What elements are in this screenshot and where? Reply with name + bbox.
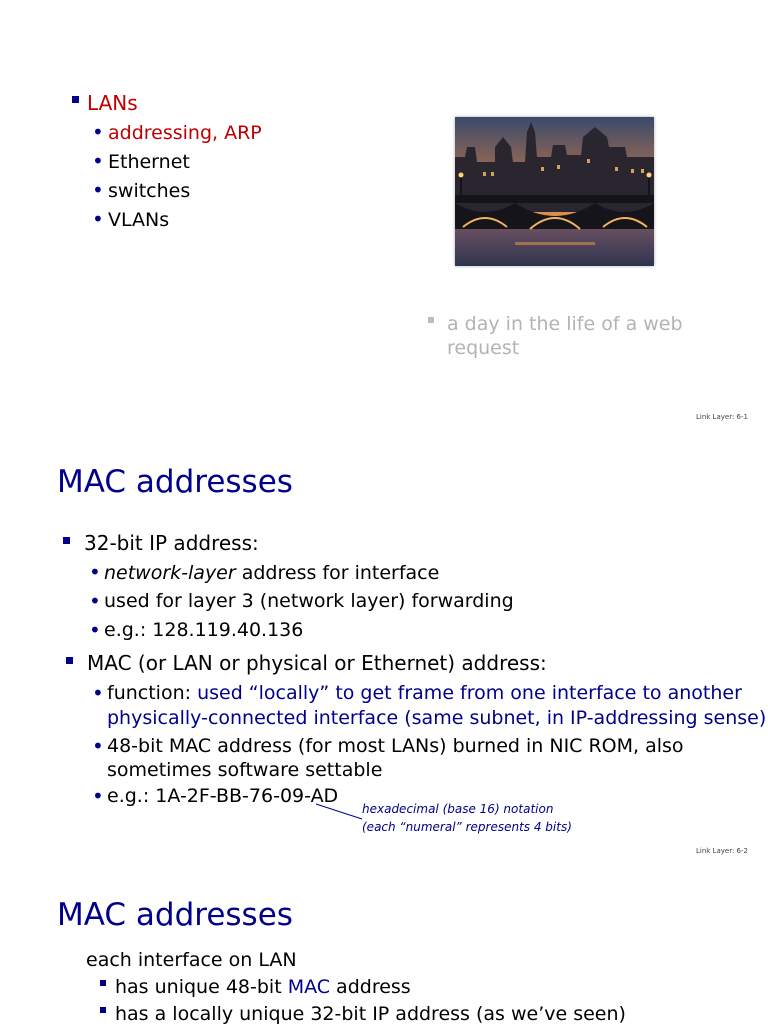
bullet-dot: • [92,178,104,202]
hex-note-line1: hexadecimal (base 16) notation [362,802,554,816]
sub-item-switches: switches [108,180,191,202]
bullet-dot: • [92,784,104,808]
bullet-dot: • [89,589,101,613]
slide-title: MAC addresses [57,897,293,933]
function-item-line1 [107,681,742,705]
unique-mac-item [115,975,411,999]
lans-item: LANs [87,91,138,115]
mac-48bit-line1: 48-bit MAC address (for most LANs) burned in NIC ROM, also [107,735,684,757]
paris-bridge-photo [455,117,654,266]
function-prefix: function: [107,682,198,704]
bullet-dot: • [89,560,101,584]
hex-note-line2: (each “numeral” represents 4 bits) [362,820,572,834]
unique-mac-suffix: address [330,976,411,998]
function-description: used “locally” to get frame from one interface to another [197,682,742,704]
bullet-square [100,980,106,986]
unique-ip-item: has a locally unique 32-bit IP address (as we’ve seen) [115,1003,626,1025]
intro-text: each interface on LAN [86,949,297,971]
bullet-square [72,96,79,103]
bullet-square [66,657,73,664]
mac-term: MAC [287,976,331,998]
layer3-item: used for layer 3 (network layer) forwarding [104,590,514,612]
bullet-square [428,317,434,323]
slide-number: Link Layer: 6-2 [696,847,748,855]
sub-item-vlans: VLANs [108,209,170,231]
bullet-dot: • [92,681,104,705]
ip-example-item: e.g.: 128.119.40.136 [104,619,304,641]
sub-item-addressing: addressing, ARP [108,122,262,144]
sub-item-ethernet: Ethernet [108,151,190,173]
bullet-square [63,537,70,544]
bullet-dot: • [92,734,104,758]
gray-item-line2: request [447,337,520,359]
bullet-dot: • [92,149,104,173]
mac-address-item: MAC (or LAN or physical or Ethernet) address: [87,651,547,675]
ip-address-item: 32-bit IP address: [84,531,259,555]
network-layer-item [104,561,439,585]
unique-mac-prefix: has unique 48-bit [115,976,288,998]
network-layer-rest: address for interface [235,562,440,584]
bullet-dot: • [92,120,104,144]
slide-number: Link Layer: 6-1 [696,413,748,421]
gray-item-line1: a day in the life of a web [447,313,683,335]
slide-title: MAC addresses [57,464,293,500]
function-item-line2: physically-connected interface (same subnet, in IP-addressing sense) [107,707,767,729]
callout-line [314,800,364,824]
mac-example-item: e.g.: 1A-2F-BB-76-09-AD [107,785,339,807]
bullet-dot: • [89,618,101,642]
italic-term: network-layer [104,562,236,584]
bullet-dot: • [92,207,104,231]
bullet-square [100,1007,106,1013]
mac-48bit-line2: sometimes software settable [107,759,383,781]
